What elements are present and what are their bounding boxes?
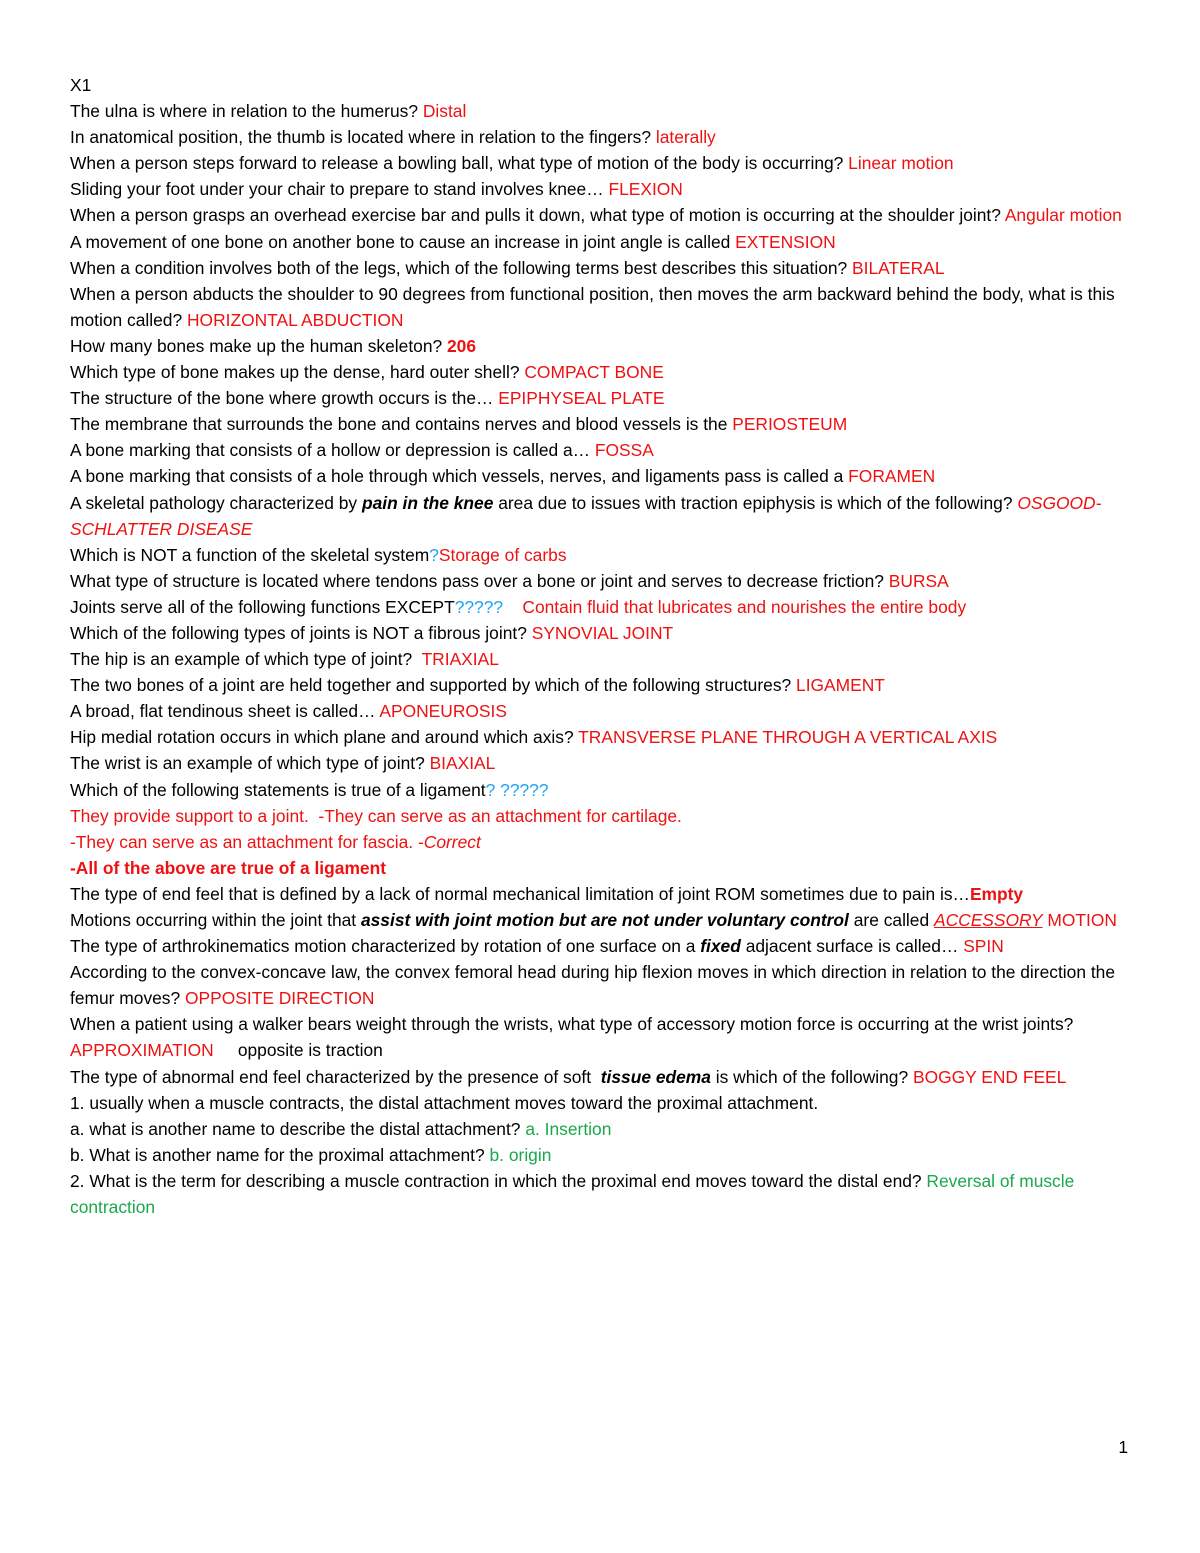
qa-line: [70, 542, 1140, 568]
question-text: The hip is an example of which type of joint?: [70, 649, 422, 670]
question-text: a. what is another name to describe the distal attachment?: [70, 1118, 526, 1139]
question-text: Which of the following types of joints is NOT a fibrous joint?: [70, 622, 532, 643]
page-number: 1: [1118, 1437, 1128, 1457]
question-text: A bone marking that consists of a hole through which vessels, nerves, and ligaments pass is called a: [70, 466, 849, 487]
answer-text: -They can serve as an attachment for fascia. -: [70, 831, 424, 852]
qa-line: [70, 1142, 1140, 1168]
question-text: When a person abducts the shoulder to 90 degrees from functional position, then moves the arm backward behind the body, what is this motion called?: [70, 283, 1120, 330]
question-text: Hip medial rotation occurs in which plane and around which axis?: [70, 727, 579, 748]
document-body: [70, 72, 1140, 1220]
qa-line: [70, 646, 1140, 672]
question-text: is which of the following?: [710, 1066, 913, 1087]
answer-text: ?????: [454, 596, 504, 617]
qa-line: [70, 777, 1140, 803]
question-text: How many bones make up the human skeleton?: [70, 335, 448, 356]
qa-line: [70, 176, 1140, 202]
answer-text: Empty: [969, 883, 1024, 904]
question-text: Joints serve all of the following functions EXCEPT: [70, 596, 455, 617]
question-text: When a patient using a walker bears weight through the wrists, what type of accessory motion force is occurring at the wrist joints?: [70, 1014, 1078, 1035]
qa-line: [70, 1116, 1140, 1142]
qa-line: [70, 724, 1140, 750]
answer-text: 206: [447, 335, 477, 356]
question-list: [70, 98, 1140, 1220]
qa-line: [70, 1090, 1140, 1116]
qa-line: [70, 359, 1140, 385]
qa-line: [70, 829, 1140, 855]
qa-line: [70, 1064, 1140, 1090]
answer-text: BOGGY END FEEL: [912, 1066, 1067, 1087]
question-text: The type of abnormal end feel characterized by the presence of soft: [70, 1066, 601, 1087]
answer-text: MOTION: [1042, 910, 1117, 930]
qa-line: [70, 202, 1140, 228]
question-text: The ulna is where in relation to the humerus?: [70, 101, 423, 122]
answer-text: EXTENSION: [735, 231, 836, 252]
answer-text: laterally: [655, 127, 716, 148]
question-text: In anatomical position, the thumb is located where in relation to the fingers?: [70, 127, 656, 148]
document-header: X1: [70, 75, 92, 95]
qa-line: [70, 255, 1140, 281]
qa-line: [70, 568, 1140, 594]
answer-text: LIGAMENT: [796, 675, 885, 696]
qa-line: [70, 229, 1140, 255]
qa-line: [70, 907, 1140, 933]
answer-text: APONEUROSIS: [379, 701, 507, 722]
answer-text: Correct: [423, 831, 481, 852]
qa-line: [70, 698, 1140, 724]
answer-text: BIAXIAL: [429, 753, 496, 774]
qa-line: [70, 1168, 1140, 1220]
qa-line: [70, 620, 1140, 646]
answer-text: FOSSA: [594, 440, 654, 461]
answer-text: a. Insertion: [525, 1118, 612, 1139]
question-text: The type of end feel that is defined by a lack of normal mechanical limitation of joint ROM sometimes due to pain is…: [70, 883, 970, 904]
answer-text: OPPOSITE DIRECTION: [185, 988, 375, 1009]
question-text: 2. What is the term for describing a muscle contraction in which the proximal end moves toward the distal end?: [70, 1170, 927, 1191]
question-text: adjacent surface is called…: [740, 936, 964, 957]
question-text: area due to issues with traction epiphysis is which of the following?: [493, 492, 1018, 513]
answer-text: Distal: [422, 101, 467, 122]
question-text: are called: [848, 910, 934, 930]
question-text: A movement of one bone on another bone to cause an increase in joint angle is called: [70, 231, 736, 252]
question-text: opposite is traction: [213, 1040, 383, 1061]
answer-text: EPIPHYSEAL PLATE: [498, 388, 665, 409]
qa-line: [70, 333, 1140, 359]
question-text: A bone marking that consists of a hollow or depression is called a…: [70, 440, 595, 461]
answer-text: FORAMEN: [848, 466, 936, 487]
answer-text: ? ?????: [485, 779, 549, 800]
answer-text: Linear motion: [848, 153, 954, 174]
qa-line: [70, 281, 1140, 333]
qa-line: [70, 1011, 1140, 1063]
question-text: assist with joint motion but are not under voluntary control: [360, 910, 849, 930]
qa-line: [70, 463, 1140, 489]
answer-text: TRIAXIAL: [421, 649, 499, 670]
answer-text: TRANSVERSE PLANE THROUGH A VERTICAL AXIS: [578, 727, 998, 748]
answer-text: BURSA: [888, 570, 949, 591]
question-text: The membrane that surrounds the bone and contains nerves and blood vessels is the: [70, 414, 733, 435]
qa-line: [70, 385, 1140, 411]
question-text: tissue edema: [600, 1066, 711, 1087]
question-text: The type of arthrokinematics motion characterized by rotation of one surface on a: [70, 936, 701, 957]
question-text: When a condition involves both of the legs, which of the following terms best describes this situation?: [70, 257, 853, 278]
question-text: A broad, flat tendinous sheet is called…: [70, 701, 380, 722]
question-text: What type of structure is located where tendons pass over a bone or joint and serves to decrease friction?: [70, 570, 889, 591]
answer-text: BILATERAL: [852, 257, 945, 278]
answer-text: OSGOOD-SCHLATTER DISEASE: [70, 492, 1102, 539]
answer-text: PERIOSTEUM: [732, 414, 848, 435]
qa-line: [70, 411, 1140, 437]
answer-text: Contain fluid that lubricates and nourishes the entire body: [503, 596, 967, 617]
qa-line: [70, 437, 1140, 463]
question-text: Sliding your foot under your chair to prepare to stand involves knee…: [70, 179, 609, 200]
qa-line: [70, 490, 1140, 542]
qa-line: [70, 881, 1140, 907]
answer-text: FLEXION: [608, 179, 683, 200]
question-text: When a person steps forward to release a bowling ball, what type of motion of the body is occurring?: [70, 153, 849, 174]
answer-text: HORIZONTAL ABDUCTION: [186, 309, 404, 330]
answer-text: ?: [429, 544, 439, 565]
question-text: When a person grasps an overhead exercise bar and pulls it down, what type of motion is occurring at the shoulder joint?: [70, 205, 1005, 226]
qa-line: [70, 150, 1140, 176]
qa-line: [70, 803, 1140, 829]
qa-line: [70, 672, 1140, 698]
qa-line: [70, 933, 1140, 959]
question-text: The two bones of a joint are held together and supported by which of the following structures?: [70, 675, 797, 696]
qa-line: [70, 750, 1140, 776]
answer-text: COMPACT BONE: [524, 362, 664, 383]
question-text: The wrist is an example of which type of joint?: [70, 753, 430, 774]
answer-text: SPIN: [963, 936, 1004, 957]
answer-text: -All of the above are true of a ligament: [70, 857, 386, 878]
qa-line: [70, 124, 1140, 150]
question-text: 1. usually when a muscle contracts, the distal attachment moves toward the proximal attachment.: [70, 1092, 819, 1113]
answer-text: Storage of carbs: [438, 544, 567, 565]
answer-text: SYNOVIAL JOINT: [531, 622, 674, 643]
question-text: According to the convex-concave law, the convex femoral head during hip flexion moves in which direction in relation to the direction the femur moves?: [70, 962, 1120, 1009]
qa-line: [70, 959, 1140, 1011]
answer-text: They provide support to a joint. -They can serve as an attachment for cartilage.: [70, 805, 682, 826]
question-text: The structure of the bone where growth occurs is the…: [70, 388, 499, 409]
question-text: fixed: [700, 936, 741, 957]
qa-line: [70, 98, 1140, 124]
question-text: Which is NOT a function of the skeletal system: [70, 544, 430, 565]
question-text: b. What is another name for the proximal attachment?: [70, 1144, 490, 1165]
qa-line: [70, 855, 1140, 881]
question-text: pain in the knee: [361, 492, 494, 513]
question-text: A skeletal pathology characterized by: [70, 492, 362, 513]
question-text: Motions occurring within the joint that: [70, 910, 361, 930]
answer-text: ACCESSORY: [933, 910, 1043, 930]
answer-text: b. origin: [489, 1144, 552, 1165]
answer-text: APPROXIMATION: [70, 1040, 214, 1061]
answer-text: Reversal of muscle contraction: [70, 1170, 1080, 1218]
question-text: Which type of bone makes up the dense, hard outer shell?: [70, 362, 525, 383]
qa-line: [70, 594, 1140, 620]
answer-text: Angular motion: [1004, 205, 1122, 226]
question-text: Which of the following statements is true of a ligament: [70, 779, 486, 800]
